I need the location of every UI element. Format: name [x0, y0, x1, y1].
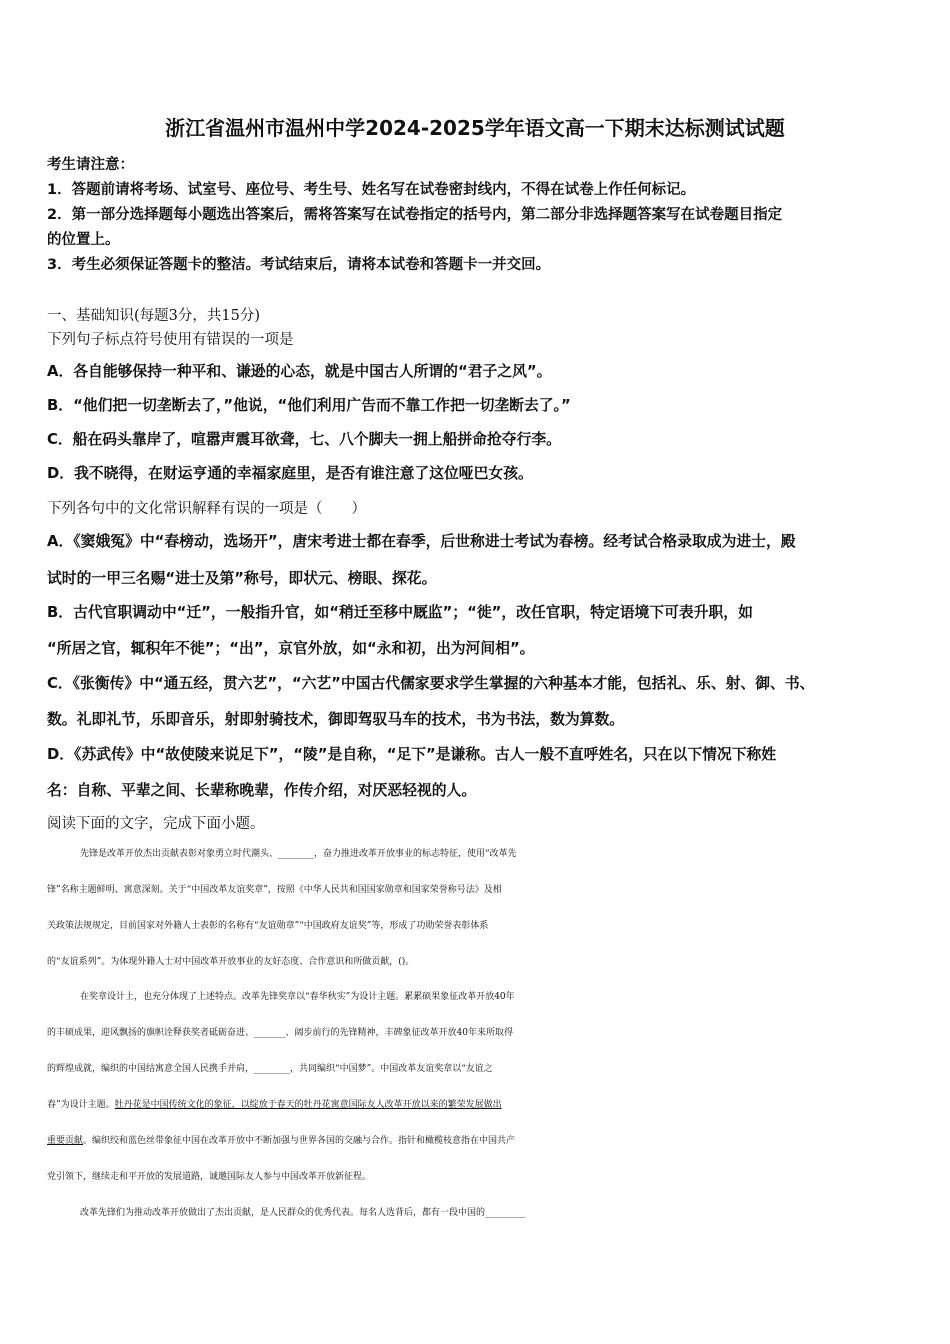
passage-text: 。编织绞和蓝色丝带象征中国在改革开放中不断加强与世界各国的交融与合作。指针和橄榄枝意指在中国共产: [83, 1136, 516, 1146]
question-2-option-c: C．《张衡传》中“通五经，贯六艺”，“六艺”中国古代儒家要求学生掌握的六种基本才能，包括礼、乐、射、御、书、: [47, 675, 815, 692]
passage-p2-line-5: [47, 1133, 907, 1146]
notice-heading: 考生请注意：: [47, 157, 134, 173]
question-2-option-a-cont: 试时的一甲三名赐“进士及第”称号，即状元、榜眼、探花。: [47, 570, 437, 587]
passage-p1-line-4: 的“友谊系列”。为体现外籍人士对中国改革开放事业的友好态度、合作意识和所做贡献，()。: [47, 957, 415, 967]
question-2-option-d: D．《苏武传》中“故使陵来说足下”，“陵”是自称，“足下”是谦称。古人一般不直呼姓名，只在以下情况下称姓: [47, 746, 777, 763]
notice-item-1: 1．答题前请将考场、试室号、座位号、考生号、姓名写在试卷密封线内，不得在试卷上作任何标记。: [47, 182, 696, 198]
notice-item-2: 2．第一部分选择题每小题选出答案后，需将答案写在试卷指定的括号内，第二部分非选择题答案写在试卷题目指定: [47, 207, 783, 223]
passage-p1-line-2: 锋”名称主题鲜明、寓意深刻。关于“中国改革友谊奖章”，按照《中华人民共和国国家勋章和国家荣誉称号法》及相: [47, 885, 502, 895]
question-1-stem: 下列句子标点符号使用有错误的一项是: [47, 332, 294, 348]
passage-p1-line-3: 关政策法规规定，目前国家对外籍人士表彰的名称有“友谊勋章”“中国政府友谊奖”等，形成了功勋荣誉表彰体系: [47, 921, 489, 931]
passage-p2-line-2: 的丰硕成果，迎风飘扬的旗帜诠释获奖者砥砺奋进、_______、阔步前行的先锋精神，丰碑象征改革开放40年来所取得: [47, 1028, 513, 1038]
question-2-option-b: B．古代官职调动中“迁”，一般指升官，如“稍迁至移中厩监”；“徙”，改任官职，特定语境下可表升职，如: [47, 604, 753, 621]
passage-p2-line-3: 的辉煌成就，编织的中国结寓意全国人民携手并肩，________，共同编织“中国梦”。中国改革友谊奖章以“友谊之: [47, 1064, 493, 1074]
passage-text: 春”为设计主题。: [47, 1100, 115, 1110]
section-heading: 一、基础知识(每题3分，共15分): [47, 308, 260, 324]
question-2-option-a: A．《窦娥冤》中“春榜动，选场开”，唐宋考进士都在春季，后世称进士考试为春榜。经考试合格录取成为进士，殿: [47, 533, 796, 550]
passage-p2-line-6: 党引领下，继续走和平开放的发展道路，诚邀国际友人参与中国改革开放新征程。: [47, 1172, 372, 1182]
page-title: 浙江省温州市温州中学2024-2025学年语文高一下期末达标测试试题: [165, 116, 785, 140]
passage-p2-line-4: [47, 1097, 907, 1110]
passage-p1-line-1: 先锋是改革开放杰出贡献表彰对象勇立时代潮头、________，奋力推进改革开放事业的标志特征，使用“改革先: [80, 849, 517, 859]
reading-instruction: 阅读下面的文字，完成下面小题。: [47, 816, 265, 832]
question-1-option-d: D．我不晓得，在财运亨通的幸福家庭里，是否有谁注意了这位哑巴女孩。: [47, 465, 533, 482]
question-2-stem: 下列各句中的文化常识解释有误的一项是（ ）: [47, 501, 366, 517]
question-1-option-c: C．船在码头靠岸了，喧嚣声震耳欲聋，七、八个脚夫一拥上船拼命抢夺行李。: [47, 431, 561, 448]
question-2-option-b-cont: “所居之官，辄积年不徙”；“出”，京官外放，如“永和初，出为河间相”。: [47, 640, 535, 657]
notice-item-3: 3．考生必须保证答题卡的整洁。考试结束后，请将本试卷和答题卡一并交回。: [47, 257, 551, 273]
passage-p3-line-1: 改革先锋们为推动改革开放做出了杰出贡献，是人民群众的优秀代表。每名人选背后，都有一段中国的_________: [80, 1208, 526, 1218]
underlined-sentence: 牡丹花是中国传统文化的象征，以绽放于春天的牡丹花寓意国际友人改革开放以来的繁荣发展做出: [114, 1100, 502, 1110]
passage-p2-line-1: 在奖章设计上，也充分体现了上述特点。改革先锋奖章以“春华秋实”为设计主题。累累硕果象征改革开放40年: [80, 992, 515, 1002]
underlined-sentence-end: 重要贡献: [47, 1136, 84, 1146]
question-1-option-a: A．各自能够保持一种平和、谦逊的心态，就是中国古人所谓的“君子之风”。: [47, 363, 552, 380]
question-2-option-c-cont: 数。礼即礼节，乐即音乐，射即射骑技术，御即驾驭马车的技术，书为书法，数为算数。: [47, 711, 625, 728]
question-1-option-b: B．“他们把一切垄断去了，”他说，“他们利用广告而不靠工作把一切垄断去了。”: [47, 397, 571, 414]
question-2-option-d-cont: 名：自称、平辈之间、长辈称晚辈，作传介绍，对厌恶轻视的人。: [47, 782, 477, 799]
notice-item-2-cont: 的位置上。: [47, 232, 120, 248]
